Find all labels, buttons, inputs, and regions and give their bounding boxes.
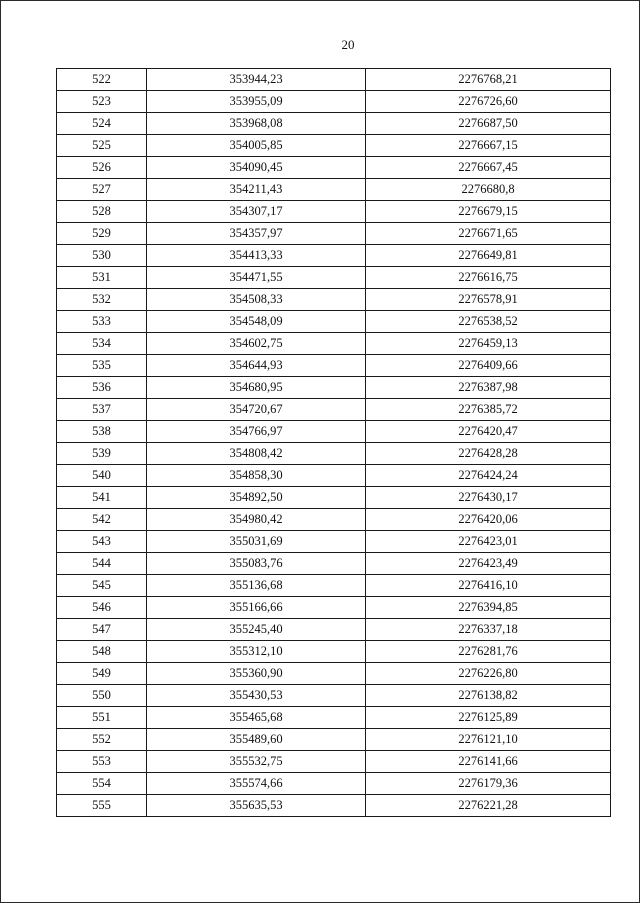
point-number-cell: 537 [57,399,147,421]
table-row [57,157,611,179]
x-coordinate-cell: 355430,53 [147,685,366,707]
x-coordinate-cell: 355489,60 [147,729,366,751]
x-coordinate-cell: 355245,40 [147,619,366,641]
point-number-cell: 524 [57,113,147,135]
point-number-cell: 554 [57,773,147,795]
y-coordinate-cell: 2276768,21 [366,69,611,91]
x-coordinate-cell: 355312,10 [147,641,366,663]
point-number-cell: 522 [57,69,147,91]
y-coordinate-cell: 2276578,91 [366,289,611,311]
x-coordinate-cell: 355083,76 [147,553,366,575]
table-row [57,355,611,377]
point-number-cell: 523 [57,91,147,113]
x-coordinate-cell: 355031,69 [147,531,366,553]
point-number-cell: 540 [57,465,147,487]
y-coordinate-cell: 2276141,66 [366,751,611,773]
coordinates-table [56,68,611,817]
point-number-cell: 542 [57,509,147,531]
table-row [57,113,611,135]
table-row [57,751,611,773]
x-coordinate-cell: 354680,95 [147,377,366,399]
x-coordinate-cell: 354005,85 [147,135,366,157]
table-row [57,91,611,113]
point-number-cell: 527 [57,179,147,201]
y-coordinate-cell: 2276430,17 [366,487,611,509]
y-coordinate-cell: 2276138,82 [366,685,611,707]
table-row [57,729,611,751]
point-number-cell: 529 [57,223,147,245]
point-number-cell: 543 [57,531,147,553]
y-coordinate-cell: 2276679,15 [366,201,611,223]
point-number-cell: 534 [57,333,147,355]
table-row [57,333,611,355]
table-row [57,707,611,729]
point-number-cell: 544 [57,553,147,575]
y-coordinate-cell: 2276179,36 [366,773,611,795]
y-coordinate-cell: 2276423,01 [366,531,611,553]
y-coordinate-cell: 2276337,18 [366,619,611,641]
x-coordinate-cell: 355574,66 [147,773,366,795]
y-coordinate-cell: 2276459,13 [366,333,611,355]
point-number-cell: 525 [57,135,147,157]
point-number-cell: 528 [57,201,147,223]
x-coordinate-cell: 353944,23 [147,69,366,91]
point-number-cell: 547 [57,619,147,641]
table-row [57,641,611,663]
point-number-cell: 539 [57,443,147,465]
page-number: 20 [341,37,355,52]
table-row [57,663,611,685]
y-coordinate-cell: 2276616,75 [366,267,611,289]
table-row [57,597,611,619]
x-coordinate-cell: 354471,55 [147,267,366,289]
y-coordinate-cell: 2276428,28 [366,443,611,465]
y-coordinate-cell: 2276226,80 [366,663,611,685]
table-row [57,245,611,267]
point-number-cell: 550 [57,685,147,707]
table-row [57,223,611,245]
point-number-cell: 555 [57,795,147,817]
y-coordinate-cell: 2276671,65 [366,223,611,245]
table-row [57,399,611,421]
y-coordinate-cell: 2276394,85 [366,597,611,619]
point-number-cell: 553 [57,751,147,773]
x-coordinate-cell: 355360,90 [147,663,366,685]
point-number-cell: 541 [57,487,147,509]
y-coordinate-cell: 2276680,8 [366,179,611,201]
table-row [57,487,611,509]
table-row [57,509,611,531]
table-row [57,795,611,817]
point-number-cell: 530 [57,245,147,267]
point-number-cell: 533 [57,311,147,333]
table-row [57,685,611,707]
point-number-cell: 552 [57,729,147,751]
point-number-cell: 546 [57,597,147,619]
y-coordinate-cell: 2276416,10 [366,575,611,597]
y-coordinate-cell: 2276420,06 [366,509,611,531]
y-coordinate-cell: 2276409,66 [366,355,611,377]
x-coordinate-cell: 354980,42 [147,509,366,531]
point-number-cell: 545 [57,575,147,597]
x-coordinate-cell: 354090,45 [147,157,366,179]
x-coordinate-cell: 355465,68 [147,707,366,729]
point-number-cell: 536 [57,377,147,399]
y-coordinate-cell: 2276667,15 [366,135,611,157]
y-coordinate-cell: 2276667,45 [366,157,611,179]
y-coordinate-cell: 2276121,10 [366,729,611,751]
y-coordinate-cell: 2276387,98 [366,377,611,399]
table-row [57,377,611,399]
y-coordinate-cell: 2276649,81 [366,245,611,267]
x-coordinate-cell: 355166,66 [147,597,366,619]
y-coordinate-cell: 2276423,49 [366,553,611,575]
x-coordinate-cell: 354892,50 [147,487,366,509]
y-coordinate-cell: 2276420,47 [366,421,611,443]
table-row [57,575,611,597]
x-coordinate-cell: 354413,33 [147,245,366,267]
x-coordinate-cell: 354602,75 [147,333,366,355]
point-number-cell: 548 [57,641,147,663]
point-number-cell: 538 [57,421,147,443]
table-row [57,289,611,311]
table-row [57,311,611,333]
point-number-cell: 531 [57,267,147,289]
y-coordinate-cell: 2276221,28 [366,795,611,817]
y-coordinate-cell: 2276538,52 [366,311,611,333]
x-coordinate-cell: 354858,30 [147,465,366,487]
table-row [57,267,611,289]
x-coordinate-cell: 354211,43 [147,179,366,201]
y-coordinate-cell: 2276687,50 [366,113,611,135]
table-row [57,201,611,223]
x-coordinate-cell: 355136,68 [147,575,366,597]
y-coordinate-cell: 2276125,89 [366,707,611,729]
point-number-cell: 535 [57,355,147,377]
x-coordinate-cell: 354644,93 [147,355,366,377]
x-coordinate-cell: 354766,97 [147,421,366,443]
y-coordinate-cell: 2276726,60 [366,91,611,113]
table-row [57,553,611,575]
x-coordinate-cell: 354808,42 [147,443,366,465]
x-coordinate-cell: 354307,17 [147,201,366,223]
table-row [57,465,611,487]
x-coordinate-cell: 354508,33 [147,289,366,311]
point-number-cell: 532 [57,289,147,311]
table-row [57,531,611,553]
table-row [57,69,611,91]
coordinates-table-body [57,69,611,817]
x-coordinate-cell: 354357,97 [147,223,366,245]
point-number-cell: 551 [57,707,147,729]
y-coordinate-cell: 2276385,72 [366,399,611,421]
table-row [57,179,611,201]
table-row [57,443,611,465]
table-row [57,773,611,795]
table-row [57,421,611,443]
point-number-cell: 526 [57,157,147,179]
table-row [57,135,611,157]
point-number-cell: 549 [57,663,147,685]
x-coordinate-cell: 355532,75 [147,751,366,773]
table-row [57,619,611,641]
y-coordinate-cell: 2276424,24 [366,465,611,487]
x-coordinate-cell: 354720,67 [147,399,366,421]
x-coordinate-cell: 353968,08 [147,113,366,135]
x-coordinate-cell: 354548,09 [147,311,366,333]
y-coordinate-cell: 2276281,76 [366,641,611,663]
x-coordinate-cell: 353955,09 [147,91,366,113]
x-coordinate-cell: 355635,53 [147,795,366,817]
